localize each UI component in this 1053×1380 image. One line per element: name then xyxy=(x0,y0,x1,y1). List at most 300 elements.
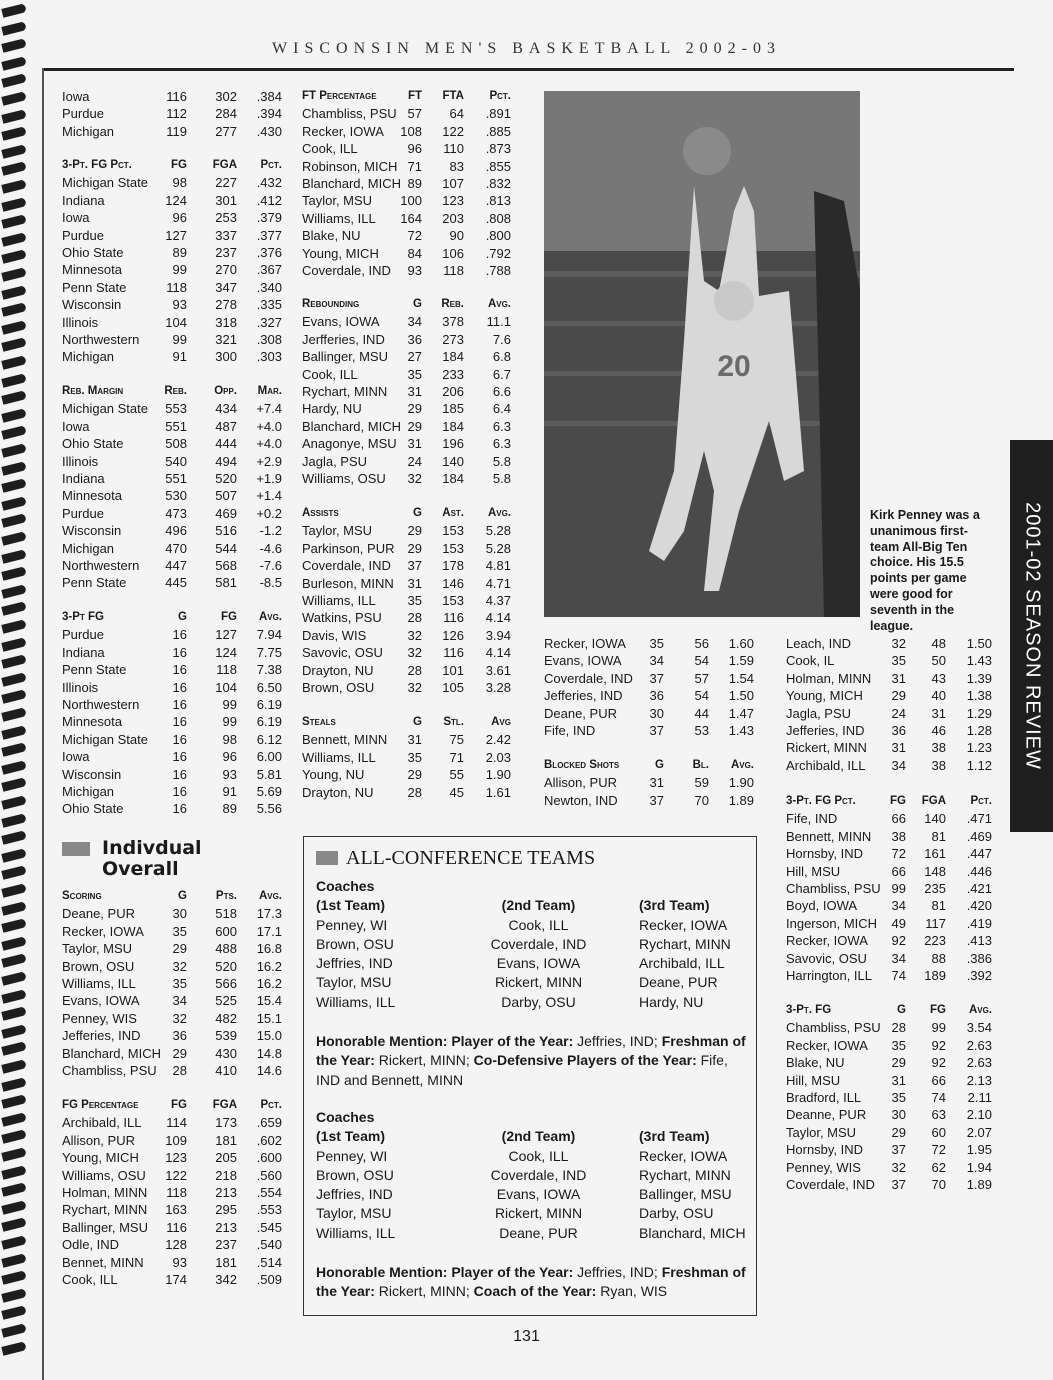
table-row xyxy=(302,557,511,574)
table-row xyxy=(62,1149,282,1166)
spiral-coil xyxy=(1,918,26,933)
team-member: Penney, WI xyxy=(316,916,388,933)
stat-cell: 93 xyxy=(407,262,422,278)
table-row xyxy=(786,932,992,949)
column-header: 3-Pt. FG Pct. xyxy=(786,795,856,807)
stat-cell: 40 xyxy=(931,688,946,704)
spiral-coil xyxy=(1,584,26,599)
table-row xyxy=(786,950,992,967)
stat-cell: 118 xyxy=(216,662,237,678)
name-cell: Ingerson, MICH xyxy=(786,915,878,931)
section-tab-label: 2001-02 SEASON REVIEW xyxy=(1021,502,1043,770)
stat-cell: 1.23 xyxy=(966,740,992,756)
table-row xyxy=(62,923,282,940)
table-row xyxy=(302,366,511,383)
stat-cell: 1.95 xyxy=(966,1142,992,1158)
table-row xyxy=(786,722,992,739)
stat-cell: 206 xyxy=(442,383,464,399)
photo-caption: Kirk Penney was a unanimous first-team All-Big Ten choice. His 15.5 points per game were good for seventh in the league. xyxy=(870,508,980,633)
table-row xyxy=(786,1037,992,1054)
name-cell: Penn State xyxy=(62,575,127,591)
team-member: Recker, IOWA xyxy=(639,1147,728,1164)
table-row xyxy=(786,915,992,932)
stat-cell: 445 xyxy=(165,575,187,591)
column-header: G xyxy=(897,1004,906,1016)
team-second-column xyxy=(476,1127,601,1243)
table-row xyxy=(302,627,511,644)
table-row xyxy=(302,313,511,330)
stat-cell: .419 xyxy=(966,915,992,931)
table-row xyxy=(302,245,511,262)
name-cell: Archibald, ILL xyxy=(786,757,866,773)
stat-cell: 1.54 xyxy=(728,670,754,686)
spiral-coil xyxy=(1,760,26,775)
foy-label: Freshman of the Year: xyxy=(316,1033,746,1069)
individual-overall-line1: Indivdual xyxy=(102,837,202,859)
table-row xyxy=(62,783,282,800)
spiral-coil xyxy=(1,654,26,669)
stat-cell: 1.12 xyxy=(966,757,992,773)
stat-cell: 29 xyxy=(172,1045,187,1061)
team-heading: (3rd Team) xyxy=(639,1128,710,1145)
name-cell: Chambliss, PSU xyxy=(786,880,881,896)
name-cell: Penn State xyxy=(62,279,127,295)
column-header: FG xyxy=(171,159,187,171)
name-cell: Drayton, NU xyxy=(302,662,374,678)
table-row xyxy=(62,644,282,661)
stat-cell: 508 xyxy=(165,436,187,452)
stat-cell: .659 xyxy=(256,1115,282,1131)
name-cell: Indiana xyxy=(62,644,105,660)
stat-cell: 5.69 xyxy=(256,783,282,799)
table-row xyxy=(786,1054,992,1071)
stat-cell: 34 xyxy=(891,898,906,914)
stat-cell: 5.56 xyxy=(256,801,282,817)
table-row xyxy=(62,453,282,470)
stat-cell: 3.61 xyxy=(485,662,511,678)
spiral-coil xyxy=(1,1094,26,1109)
spiral-coil xyxy=(1,690,26,705)
name-cell: Ballinger, MSU xyxy=(62,1219,148,1235)
name-cell: Michigan State xyxy=(62,731,148,747)
stat-cell: 62 xyxy=(931,1159,946,1175)
table-row xyxy=(786,1141,992,1158)
stat-cell: 99 xyxy=(222,696,237,712)
table-fg-cont xyxy=(62,88,282,140)
stat-cell: 7.6 xyxy=(492,331,511,347)
poy: Jeffries, IND; xyxy=(577,1033,658,1049)
spiral-coil xyxy=(1,74,26,89)
stat-cell: 32 xyxy=(407,470,422,486)
stat-cell: 181 xyxy=(215,1132,237,1148)
table-row xyxy=(302,210,511,227)
table-row xyxy=(62,418,282,435)
name-cell: Rychart, MINN xyxy=(302,383,388,399)
table-row xyxy=(786,739,992,756)
stat-cell: 2.13 xyxy=(966,1072,992,1088)
team-member: Brown, OSU xyxy=(316,1166,394,1183)
table-row xyxy=(544,722,754,739)
table-row xyxy=(786,1176,992,1193)
stat-cell: 447 xyxy=(165,557,187,573)
name-cell: Hardy, NU xyxy=(302,401,362,417)
table-row xyxy=(62,261,282,278)
table-header-row xyxy=(302,296,511,313)
spiral-coil xyxy=(1,232,26,247)
name-cell: Ohio State xyxy=(62,244,124,260)
stat-cell: 64 xyxy=(449,106,464,122)
stat-cell: 6.7 xyxy=(492,366,511,382)
stat-cell: 32 xyxy=(172,1010,187,1026)
column-header: Avg. xyxy=(487,507,511,519)
stat-cell: 470 xyxy=(165,540,187,556)
column-header: FT Percentage xyxy=(302,90,377,102)
stat-cell: 31 xyxy=(407,436,422,452)
team-member: Evans, IOWA xyxy=(496,955,581,972)
spiral-coil xyxy=(1,426,26,441)
name-cell: Northwestern xyxy=(62,557,140,573)
table-row xyxy=(62,1201,282,1218)
stat-cell: 88 xyxy=(931,950,946,966)
stat-cell: 96 xyxy=(222,749,237,765)
name-cell: Taylor, MSU xyxy=(302,193,373,209)
stat-cell: .553 xyxy=(256,1202,282,1218)
stat-cell: 16.8 xyxy=(256,941,282,957)
stat-cell: 28 xyxy=(172,1062,187,1078)
stat-cell: 31 xyxy=(891,670,906,686)
stat-cell: 32 xyxy=(172,958,187,974)
stat-cell: 24 xyxy=(891,705,906,721)
name-cell: Cook, ILL xyxy=(62,1271,118,1287)
stat-cell: .303 xyxy=(256,349,282,365)
stat-cell: 30 xyxy=(649,705,664,721)
table-row xyxy=(302,331,511,348)
table-row xyxy=(62,279,282,296)
table-row xyxy=(62,713,282,730)
stat-cell: 16 xyxy=(172,644,187,660)
table-row xyxy=(786,828,992,845)
stat-cell: -7.6 xyxy=(259,557,282,573)
column-header: Assists xyxy=(302,507,339,519)
table-row xyxy=(786,863,992,880)
stat-cell: 35 xyxy=(891,1089,906,1105)
name-cell: Recker, IOWA xyxy=(786,933,868,949)
table-row xyxy=(62,992,282,1009)
stat-cell: 14.6 xyxy=(256,1062,282,1078)
stat-cell: 35 xyxy=(407,366,422,382)
stat-cell: .430 xyxy=(256,123,282,139)
stat-cell: 3.94 xyxy=(485,627,511,643)
name-cell: Jefferies, IND xyxy=(62,1028,141,1044)
stat-cell: 223 xyxy=(924,933,946,949)
name-cell: Deane, PUR xyxy=(62,906,135,922)
spiral-coil xyxy=(1,1059,26,1074)
stat-cell: 16 xyxy=(172,731,187,747)
stat-cell: .792 xyxy=(485,245,511,261)
stat-cell: 5.28 xyxy=(485,523,511,539)
team-member: Hardy, NU xyxy=(639,993,704,1010)
table-header-row xyxy=(302,505,511,522)
stat-cell: 66 xyxy=(931,1072,946,1088)
spiral-coil xyxy=(1,883,26,898)
table-row xyxy=(786,757,992,774)
name-cell: Ohio State xyxy=(62,801,124,817)
team-member: Brown, OSU xyxy=(316,935,394,952)
table-row xyxy=(62,766,282,783)
stat-cell: 1.59 xyxy=(728,653,754,669)
name-cell: Coverdale, IND xyxy=(302,262,391,278)
team-member: Williams, ILL xyxy=(316,1224,396,1241)
column-header: Mar. xyxy=(257,385,282,397)
stat-cell: 174 xyxy=(165,1271,187,1287)
stat-cell: 2.42 xyxy=(485,732,511,748)
stat-cell: 237 xyxy=(215,1237,237,1253)
stat-cell: 98 xyxy=(172,175,187,191)
name-cell: Northwestern xyxy=(62,696,140,712)
table-row xyxy=(62,470,282,487)
stat-cell: .560 xyxy=(256,1167,282,1183)
stat-cell: 1.29 xyxy=(966,705,992,721)
spiral-coil xyxy=(1,602,26,617)
stat-cell: .421 xyxy=(966,880,992,896)
table-row xyxy=(302,644,511,661)
table-row xyxy=(786,1089,992,1106)
name-cell: Blanchard, MICH xyxy=(302,175,401,191)
stat-cell: 43 xyxy=(931,670,946,686)
stat-cell: 36 xyxy=(172,1028,187,1044)
table-row xyxy=(62,1271,282,1288)
name-cell: Recker, IOWA xyxy=(786,1037,868,1053)
name-cell: Cook, ILL xyxy=(302,366,358,382)
table-ft-percentage xyxy=(302,88,511,279)
stat-cell: 6.4 xyxy=(492,401,511,417)
column-header: FTA xyxy=(442,90,464,102)
table-row xyxy=(786,1106,992,1123)
stat-cell: 2.63 xyxy=(966,1055,992,1071)
name-cell: Williams, OSU xyxy=(302,470,386,486)
stat-cell: 530 xyxy=(165,488,187,504)
stat-cell: 205 xyxy=(215,1150,237,1166)
table-row xyxy=(62,1045,282,1062)
stat-cell: .420 xyxy=(966,898,992,914)
table-row xyxy=(302,766,511,783)
column-header: Reb. Margin xyxy=(62,385,124,397)
stat-cell: 7.75 xyxy=(256,644,282,660)
stat-cell: 29 xyxy=(407,523,422,539)
stat-cell: .413 xyxy=(966,933,992,949)
table-row xyxy=(62,105,282,122)
spiral-coil xyxy=(1,1200,26,1215)
name-cell: Hill, MSU xyxy=(786,863,841,879)
table-row xyxy=(62,348,282,365)
stat-cell: 29 xyxy=(407,767,422,783)
stat-cell: 184 xyxy=(442,470,464,486)
spiral-coil xyxy=(1,250,26,265)
stat-cell: 37 xyxy=(649,722,664,738)
team-heading: (2nd Team) xyxy=(501,1128,576,1145)
stat-cell: 302 xyxy=(215,89,237,104)
name-cell: Bennet, MINN xyxy=(62,1254,144,1270)
table-row xyxy=(786,670,992,687)
stat-cell: 1.89 xyxy=(728,792,754,808)
stat-cell: .514 xyxy=(256,1254,282,1270)
table-row xyxy=(302,575,511,592)
stat-cell: 96 xyxy=(407,141,422,157)
stat-cell: 37 xyxy=(649,670,664,686)
stat-cell: 45 xyxy=(449,784,464,800)
stat-cell: 4.81 xyxy=(485,558,511,574)
team-heading: (3rd Team) xyxy=(639,897,710,914)
name-cell: Chambliss, PSU xyxy=(302,106,397,122)
table-row xyxy=(62,296,282,313)
stat-cell: 31 xyxy=(891,1072,906,1088)
spiral-coil xyxy=(1,672,26,687)
name-cell: Allison, PUR xyxy=(62,1132,135,1148)
table-row xyxy=(544,705,754,722)
table-row xyxy=(302,105,511,122)
table-row xyxy=(62,1236,282,1253)
name-cell: Evans, IOWA xyxy=(62,993,140,1009)
name-cell: Indiana xyxy=(62,192,105,208)
table-row xyxy=(302,140,511,157)
stat-cell: 16 xyxy=(172,696,187,712)
spiral-coil xyxy=(1,21,26,36)
stat-cell: 123 xyxy=(165,1150,187,1166)
stat-cell: 16 xyxy=(172,662,187,678)
table-fg-percentage xyxy=(62,1097,282,1288)
name-cell: Michigan xyxy=(62,123,115,139)
stat-cell: +0.2 xyxy=(256,505,282,521)
name-cell: Iowa xyxy=(62,210,90,226)
name-cell: Robinson, MICH xyxy=(302,158,398,174)
stat-cell: 70 xyxy=(694,792,709,808)
stat-cell: 91 xyxy=(222,783,237,799)
stat-cell: 119 xyxy=(166,123,187,139)
stat-cell: 6.12 xyxy=(256,731,282,747)
stat-cell: 118 xyxy=(443,262,464,278)
name-cell: Savovic, OSU xyxy=(302,645,383,661)
column-header: Avg xyxy=(491,716,511,728)
table-row xyxy=(62,540,282,557)
column-header: FG Percentage xyxy=(62,1099,139,1111)
team-member: Coverdale, IND xyxy=(490,1166,587,1183)
table-header-row xyxy=(62,888,282,905)
honorable-mention xyxy=(316,1032,746,1090)
coaches-label: Coaches xyxy=(316,1109,375,1125)
stat-cell: 494 xyxy=(215,453,237,469)
name-cell: Bradford, ILL xyxy=(786,1089,862,1105)
stat-cell: 189 xyxy=(924,967,946,983)
stat-cell: 318 xyxy=(215,314,237,330)
column-header: FG xyxy=(221,611,237,623)
stat-cell: 213 xyxy=(215,1219,237,1235)
column-header: G xyxy=(413,298,422,310)
spiral-coil xyxy=(1,1235,26,1250)
column-header: Avg. xyxy=(730,759,754,771)
team-member: Rychart, MINN xyxy=(639,1166,731,1183)
column-header: FT xyxy=(407,90,422,102)
column-header: Avg. xyxy=(258,611,282,623)
stat-cell: 108 xyxy=(400,123,422,139)
spiral-coil xyxy=(1,1165,26,1180)
name-cell: Northwestern xyxy=(62,331,140,347)
stat-cell: -8.5 xyxy=(259,575,282,591)
team-first-column xyxy=(316,877,395,1012)
stat-cell: 122 xyxy=(165,1167,187,1183)
team-second-column xyxy=(476,896,601,1012)
table-header-row xyxy=(544,757,754,774)
stat-cell: .554 xyxy=(256,1184,282,1200)
table-header-row xyxy=(786,793,992,810)
stat-cell: 99 xyxy=(891,880,906,896)
table-row xyxy=(62,1254,282,1271)
jersey-number: 20 xyxy=(717,350,751,383)
spiral-coil xyxy=(1,830,26,845)
stat-cell: .808 xyxy=(485,210,511,226)
stat-cell: 49 xyxy=(891,915,906,931)
stat-cell: 153 xyxy=(442,540,464,556)
stat-cell: 140 xyxy=(442,453,464,469)
stat-cell: 270 xyxy=(215,262,237,278)
name-cell: Iowa xyxy=(62,418,90,434)
column-header: Ast. xyxy=(442,507,464,519)
name-cell: Michigan xyxy=(62,540,115,556)
team-member: Taylor, MSU xyxy=(316,974,392,991)
table-row xyxy=(62,227,282,244)
stat-cell: 16 xyxy=(172,714,187,730)
spiral-coil xyxy=(1,1288,26,1303)
stat-cell: 81 xyxy=(931,828,946,844)
stat-cell: 31 xyxy=(649,775,664,791)
stat-cell: 7.38 xyxy=(256,662,282,678)
stat-cell: .384 xyxy=(256,89,282,104)
table-row xyxy=(62,123,282,140)
stat-cell: 44 xyxy=(694,705,709,721)
table-row xyxy=(62,1027,282,1044)
stat-cell: .394 xyxy=(256,106,282,122)
name-cell: Jagla, PSU xyxy=(786,705,852,721)
stat-cell: 378 xyxy=(442,314,464,330)
stat-cell: 301 xyxy=(215,192,237,208)
spiral-coil xyxy=(1,390,26,405)
column-header: Steals xyxy=(302,716,336,728)
stat-cell: 233 xyxy=(442,366,464,382)
stat-cell: .885 xyxy=(485,123,511,139)
stat-cell: 7.94 xyxy=(256,627,282,643)
poy-label: Player of the Year: xyxy=(451,1033,574,1049)
stat-cell: 34 xyxy=(172,993,187,1009)
table-row xyxy=(786,1124,992,1141)
stat-cell: 30 xyxy=(172,906,187,922)
hm-label: Honorable Mention: xyxy=(316,1033,448,1049)
stat-cell: +4.0 xyxy=(256,436,282,452)
team-member: Ballinger, MSU xyxy=(639,1186,732,1203)
stat-cell: 28 xyxy=(891,1020,906,1036)
table-row xyxy=(62,940,282,957)
table-row xyxy=(62,522,282,539)
name-cell: Bennett, MINN xyxy=(302,732,388,748)
name-cell: Michigan State xyxy=(62,401,148,417)
extra: Fife, IND and Bennett, MINN xyxy=(316,1052,728,1088)
stat-cell: 434 xyxy=(215,401,237,417)
stat-cell: 444 xyxy=(215,436,237,452)
spiral-coil xyxy=(1,1112,26,1127)
name-cell: Jefferies, IND xyxy=(544,688,623,704)
stat-cell: 140 xyxy=(924,811,946,827)
team-member: Rychart, MINN xyxy=(639,935,731,952)
stat-cell: 2.10 xyxy=(966,1107,992,1123)
stat-cell: 6.3 xyxy=(492,436,511,452)
